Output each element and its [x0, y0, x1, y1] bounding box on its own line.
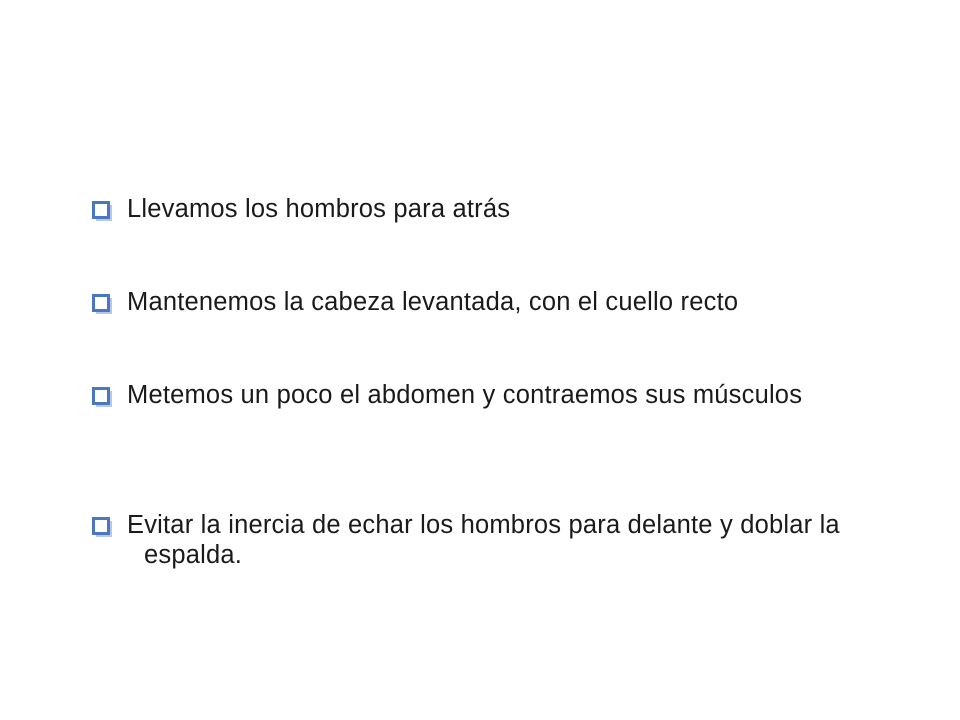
- bullet-text: Llevamos los hombros para atrás: [127, 195, 511, 223]
- checkbox-square-icon: [92, 294, 114, 316]
- list-item: [92, 287, 912, 317]
- bullet-text: Mantenemos la cabeza levantada, con el cuello recto: [127, 288, 739, 316]
- bullet-text: Metemos un poco el abdomen y contraemos sus músculos: [127, 381, 803, 409]
- bullet-text: Evitar la inercia de echar los hombros para delante y doblar la espalda.: [127, 511, 840, 569]
- checkbox-square-icon: [92, 387, 114, 409]
- checkbox-square-icon: [92, 201, 114, 223]
- checkbox-square-icon: [92, 517, 114, 539]
- list-item: [92, 194, 912, 224]
- list-item: [92, 380, 912, 410]
- list-item: [92, 510, 912, 570]
